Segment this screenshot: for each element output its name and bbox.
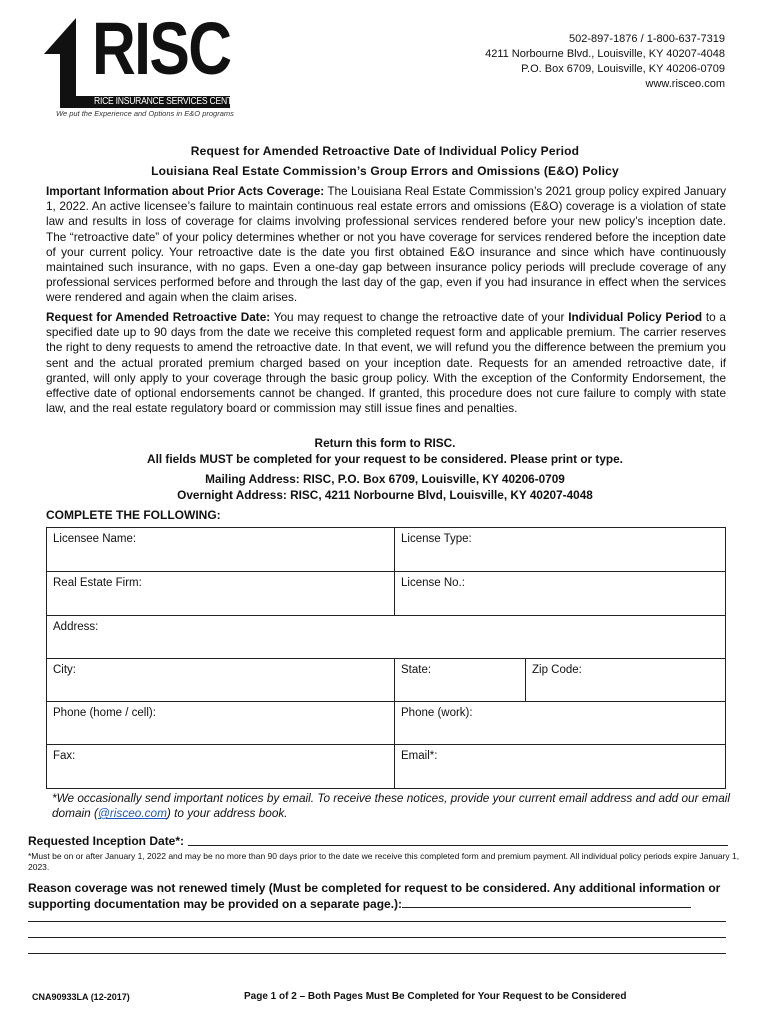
document-title [0, 141, 770, 181]
license-type-field[interactable]: License Type: [394, 528, 725, 571]
request-bold-mid: Individual Policy Period [568, 310, 703, 324]
real-estate-firm-field[interactable]: Real Estate Firm: [53, 577, 142, 590]
overnight-address: Overnight Address: RISC, 4211 Norbourne Blvd, Louisville, KY 40207-4048 [177, 488, 593, 502]
return-line: Return this form to RISC. [314, 436, 456, 450]
title-line-1: Request for Amended Retroactive Date of Individual Policy Period [190, 144, 580, 158]
state-field[interactable]: State: [394, 659, 525, 701]
reason-block [28, 880, 748, 912]
prior-acts-body: The Louisiana Real Estate Commission’s 2021 group policy expired January 1, 2022. An active licensee’s failure to maintain continuous real estate errors and omissions (E&O) coverage is a violation of state law and results in loss of coverage for claims involving professional services rendered before your new policy’s inception date. The “retroactive date” of your policy determines whether or not you have coverage for services rendered before the inception date of your current policy. Your retroactive date is the date you first obtained E&O insurance and since which have continuously maintained such insurance, with no gaps. Even a one-day gap between insurance policy periods will preclude coverage of any professional services performed before and through the last day of the gap, even if you had insurance in effect when the services were rendered and again when the claim arises. [46, 184, 726, 305]
risc-logo [44, 7, 254, 122]
form-row [47, 528, 725, 571]
contact-block [485, 32, 725, 92]
request-body-1: You may request to change the retroactive date of your [270, 310, 569, 324]
prior-acts-paragraph [46, 184, 726, 306]
phone-home-field[interactable]: Phone (home / cell): [53, 707, 156, 720]
inception-date-note: *Must be on or after January 1, 2022 and may be no more than 90 days prior to the date we receive this completed form and premium payment. All individual policy periods expire January 1, 2023. [28, 851, 740, 872]
logo-subtitle: RICE INSURANCE SERVICES CENTER [94, 96, 244, 107]
form-row [47, 658, 725, 701]
form-row [47, 744, 725, 787]
request-heading: Request for Amended Retroactive Date: [46, 310, 271, 324]
form-row [47, 615, 725, 658]
reason-input-line[interactable] [28, 937, 726, 938]
form-code: CNA90933LA (12-2017) [32, 992, 130, 1002]
reason-input-line[interactable] [28, 921, 726, 922]
reason-input-line[interactable] [28, 953, 726, 954]
logo-tagline: We put the Experience and Options in E&O programs [56, 109, 234, 118]
zip-code-field[interactable]: Zip Code: [525, 659, 725, 701]
license-no-field[interactable]: License No.: [394, 572, 725, 614]
phone-work-field[interactable]: Phone (work): [394, 702, 725, 744]
contact-web[interactable]: www.risceo.com [645, 78, 725, 90]
address-field[interactable]: Address: [53, 620, 99, 633]
form-row [47, 571, 725, 614]
email-note-pre: *We occasionally send important notices by email. To receive these notices, provide your current email address and add our email domain ( [52, 791, 731, 820]
address-instructions [0, 471, 770, 503]
city-field[interactable]: City: [53, 663, 76, 676]
title-line-2: Louisiana Real Estate Commission’s Group Errors and Omissions (E&O) Policy [151, 164, 619, 178]
inception-date-input-line[interactable] [188, 834, 728, 846]
contact-pobox: P.O. Box 6709, Louisville, KY 40206-0709 [521, 63, 725, 75]
inception-date-label: Requested Inception Date*: [28, 834, 185, 848]
licensee-name-field[interactable]: Licensee Name: [53, 533, 137, 545]
email-field[interactable]: Email*: [394, 745, 725, 787]
contact-phone: 502-897-1876 / 1-800-637-7319 [569, 33, 725, 45]
contact-street: 4211 Norbourne Blvd., Louisville, KY 40207-4048 [485, 48, 725, 60]
applicant-form [46, 527, 726, 789]
inception-date-line [28, 834, 728, 848]
prior-acts-heading: Important Information about Prior Acts Coverage: [46, 184, 325, 198]
return-instructions [0, 435, 770, 467]
email-domain-link[interactable]: @risceo.com [97, 806, 167, 820]
mailing-address: Mailing Address: RISC, P.O. Box 6709, Louisville, KY 40206-0709 [205, 472, 565, 486]
form-heading: COMPLETE THE FOLLOWING: [46, 508, 221, 522]
fields-line: All fields MUST be completed for your request to be considered. Please print or type. [147, 452, 623, 466]
reason-label: Reason coverage was not renewed timely (Must be completed for request to be considered. Any additional information or supporting documentation may be provided on a separate page.): [28, 881, 721, 911]
reason-input-line-inline[interactable] [402, 898, 691, 908]
form-row [47, 701, 725, 744]
request-paragraph [46, 310, 726, 416]
email-note-post: ) to your address book. [166, 806, 288, 820]
request-body-2: to a specified date up to 90 days from the date we receive this completed request form and applicable premium. The carrier reserves the right to deny requests to amend the retroactive date. In that event, we will refund you the difference between the premium you sent and the actual prorated premium charged based on your inception date. Requests for an amended retroactive date, if granted, will only apply to your coverage through the basic group policy. With the exception of the Conformity Endorsement, the effective date of optional endorsements cannot be changed. If granted, this procedure does not cure failure to comply with state law, and the real estate regulatory board or commission may still issue fines and penalties. [46, 310, 726, 416]
logo-wordmark: RISC [92, 7, 231, 90]
page-footer: Page 1 of 2 – Both Pages Must Be Completed for Your Request to be Considered [244, 991, 627, 1002]
email-note [52, 791, 732, 821]
fax-field[interactable]: Fax: [53, 750, 76, 763]
